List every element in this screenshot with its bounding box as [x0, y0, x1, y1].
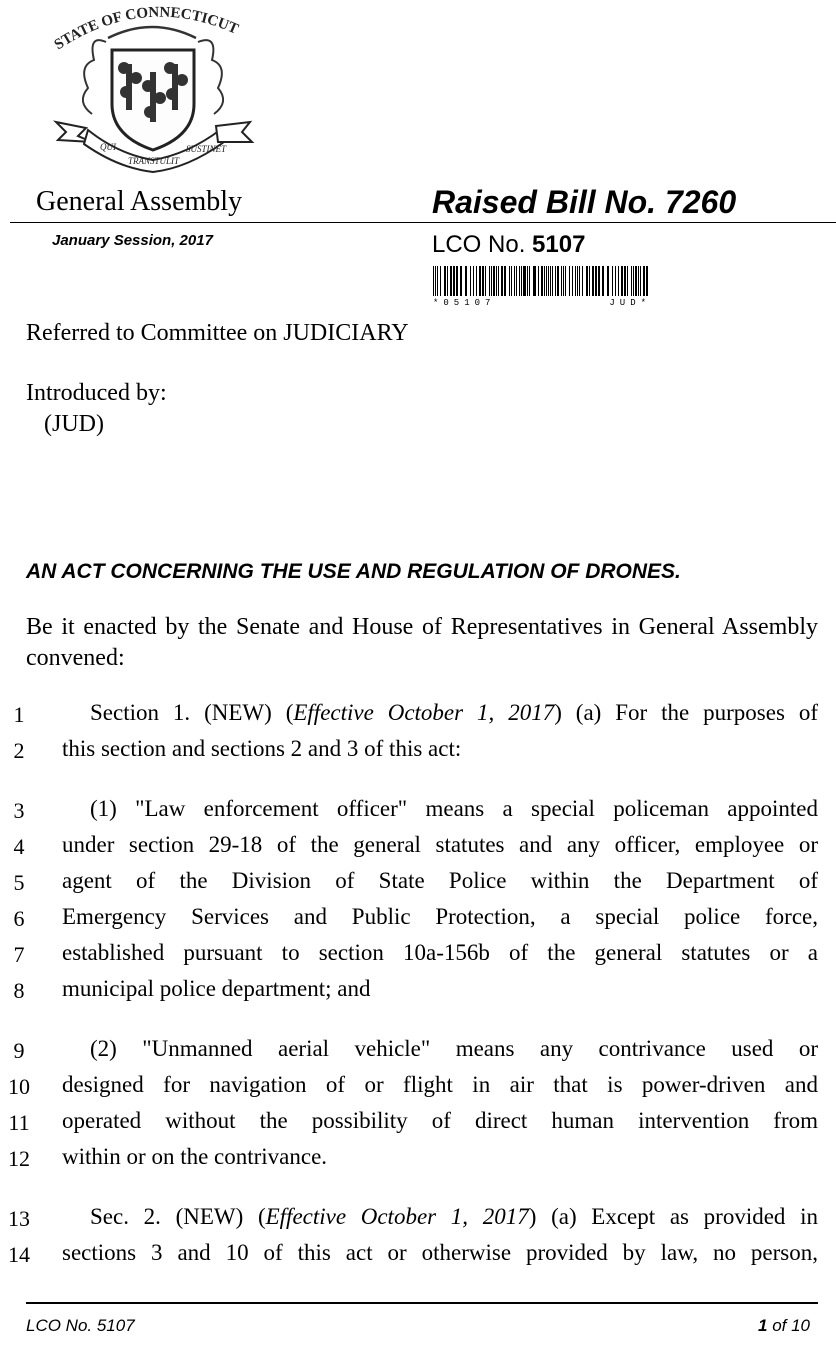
session-label: January Session, 2017 — [52, 232, 213, 249]
act-title: AN ACT CONCERNING THE USE AND REGULATION OF DRONES. — [26, 560, 681, 583]
enacting-clause: Be it enacted by the Senate and House of Representatives in General Assembly convened: — [26, 614, 818, 671]
barcode-right-text: JUD* — [609, 298, 651, 308]
bill-line: designed for navigation of or flight in air that is power-driven and — [62, 1072, 818, 1097]
bill-line: sections 3 and 10 of this act or otherwise provided by law, no person, — [62, 1240, 818, 1265]
line-number: 4 — [13, 834, 25, 859]
state-seal-icon — [48, 4, 258, 174]
bill-line: (2) "Unmanned aerial vehicle" means any contrivance used or — [90, 1036, 818, 1061]
committee-referral: Referred to Committee on JUDICIARY — [26, 320, 409, 346]
barcode-icon — [433, 266, 651, 296]
bill-line: (1) "Law enforcement officer" means a special policeman appointed — [90, 796, 818, 821]
line-number: 2 — [13, 738, 25, 763]
page-total: of 10 — [772, 1316, 810, 1335]
introduced-by: (JUD) — [44, 411, 104, 437]
line-number: 13 — [8, 1206, 30, 1231]
bill-line: municipal police department; and — [62, 976, 371, 1001]
svg-text:STATE OF CONNECTICUT: STATE OF CONNECTICUT — [51, 4, 241, 54]
line-number: 3 — [13, 798, 25, 823]
state-seal — [48, 4, 258, 174]
bill-line: operated without the possibility of direct human intervention from — [62, 1108, 818, 1133]
introduced-label: Introduced by: — [26, 380, 167, 406]
svg-text:QUI: QUI — [100, 142, 116, 152]
barcode-caption — [433, 298, 651, 308]
line-number: 6 — [13, 906, 25, 931]
bill-line: under section 29-18 of the general statutes and any officer, employee or — [62, 832, 818, 857]
lco-number-header — [432, 231, 585, 259]
line-number: 8 — [13, 978, 25, 1003]
line-number: 9 — [13, 1038, 25, 1063]
line-number: 14 — [8, 1242, 30, 1267]
line-number: 10 — [8, 1074, 30, 1099]
line-number: 1 — [13, 702, 25, 727]
line-number: 12 — [8, 1146, 30, 1171]
bill-line: Section 1. (NEW) (Effective October 1, 2017) (a) For the purposes of — [90, 700, 818, 725]
page-indicator — [758, 1316, 810, 1336]
header-divider — [10, 222, 836, 223]
assembly-name: General Assembly — [36, 186, 243, 217]
line-number: 11 — [8, 1110, 30, 1135]
line-number: 7 — [13, 942, 25, 967]
line-number: 5 — [13, 870, 25, 895]
page-number: 1 — [757, 1316, 768, 1335]
barcode-left-text: *05107 — [433, 298, 496, 308]
lco-number: 5107 — [532, 231, 586, 258]
bill-line: Emergency Services and Public Protection, a special police force, — [62, 904, 818, 929]
footer-divider — [26, 1302, 818, 1304]
bill-line: agent of the Division of State Police within the Department of — [62, 868, 818, 893]
bill-number: Raised Bill No. 7260 — [432, 184, 737, 220]
bill-line: established pursuant to section 10a-156b of the general statutes or a — [62, 940, 818, 965]
lco-label: LCO No. — [432, 231, 526, 258]
bill-line: Sec. 2. (NEW) (Effective October 1, 2017) (a) Except as provided in — [90, 1204, 818, 1229]
svg-text:TRANSTULIT: TRANSTULIT — [128, 156, 180, 166]
footer-lco: LCO No. 5107 — [26, 1316, 135, 1335]
bill-line: within or on the contrivance. — [62, 1144, 328, 1169]
bill-line: this section and sections 2 and 3 of this act: — [62, 736, 462, 761]
svg-text:SUSTINET: SUSTINET — [186, 144, 227, 154]
